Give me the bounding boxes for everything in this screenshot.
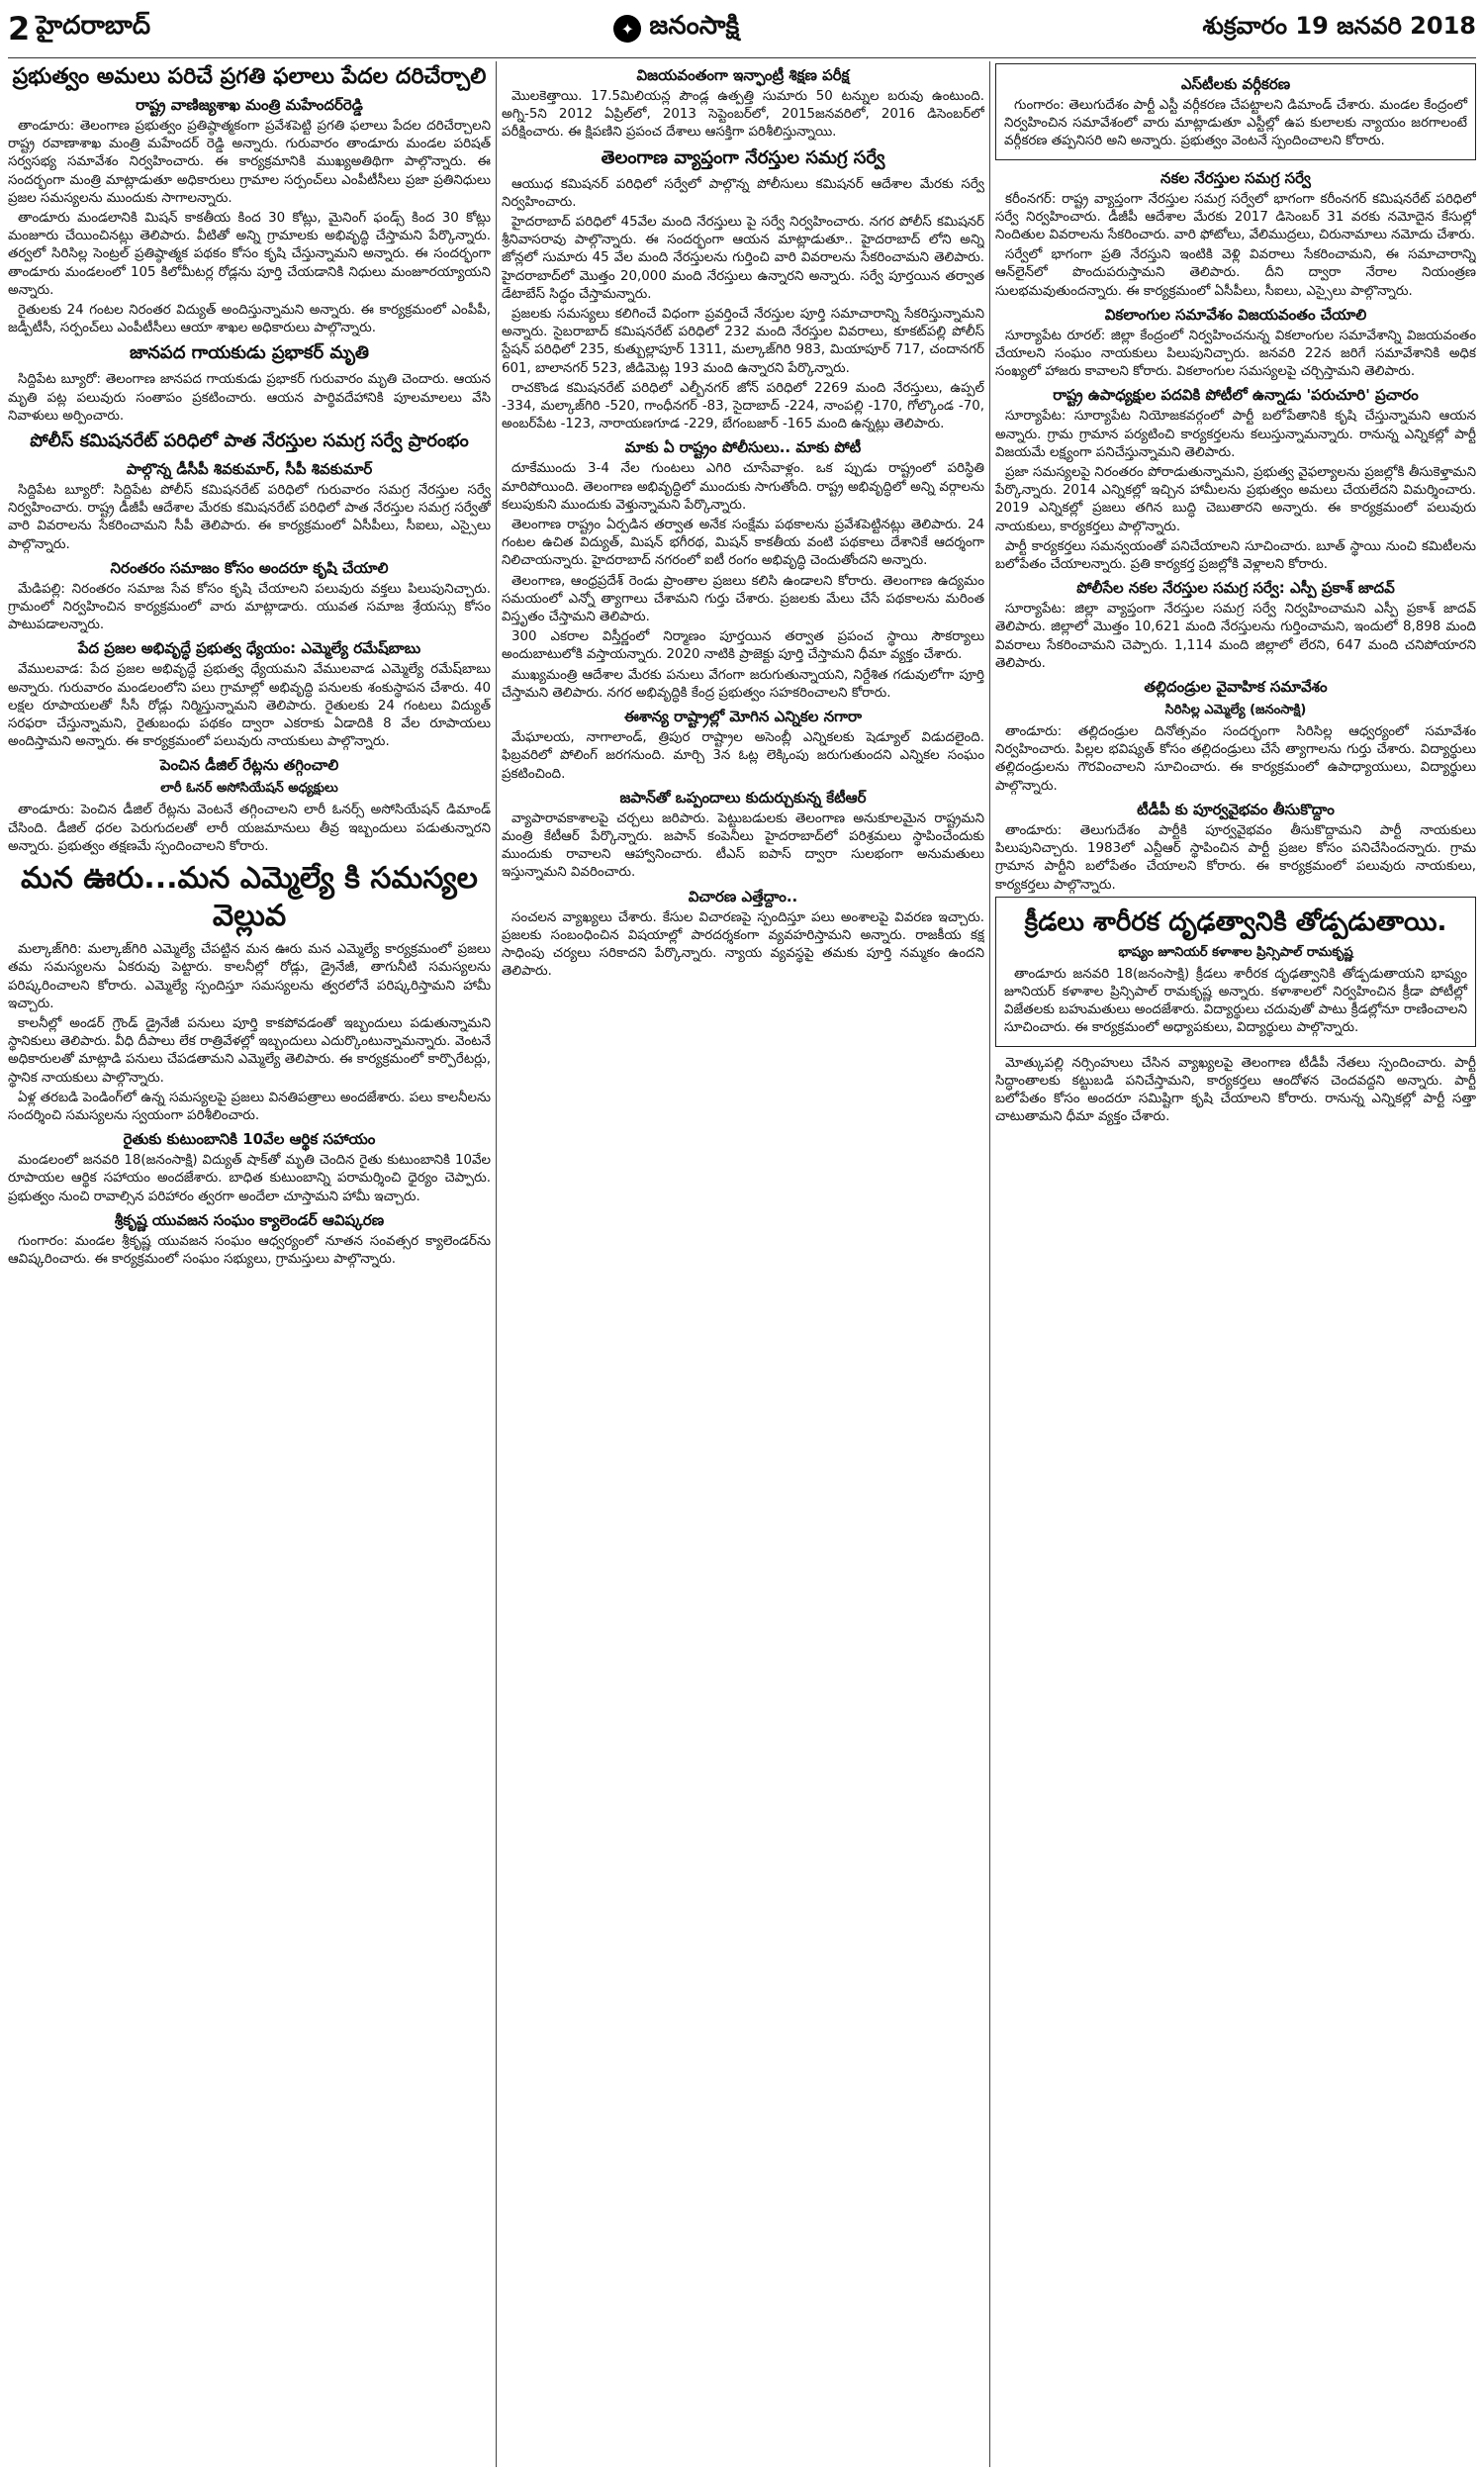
headline: రాష్ట్ర ఉపాధ్యక్షుల పదవికి పోటీలో ఉన్నాడు 'పరుచూరి' ప్రచారం bbox=[1053, 386, 1419, 405]
article-text: 300 ఎకరాల విస్తీర్ణంలో నిర్మాణం పూర్తయిన తర్వాత ప్రపంచ స్థాయి సౌకర్యాలు అందుబాటులోకి వస్తాయన్నారు. 2020 నాటికి ప్రాజెక్టు పూర్తి చేస్తామని ధీమా వ్యక్తం చేశారు. bbox=[502, 629, 984, 663]
article-text: కరీంనగర్: రాష్ట్ర వ్యాప్తంగా నేరస్తుల సమగ్ర సర్వేలో భాగంగా కరీంనగర్ కమిషనరేట్ పరిధిలో సర్వే నిర్వహించారు. డీజీపీ ఆదేశాల మేరకు 2017 డిసెంబర్ 31 వరకు నమోదైన కేసుల్లో నిందితుల వివరాలను సేకరించారు. వారి ఫోటోలు, వేలిముద్రలు, చిరునామాలు నమోదు చేశారు. bbox=[995, 191, 1476, 243]
paper-brand bbox=[613, 11, 739, 47]
article-text: ప్రజలకు సమస్యలు కలిగించే విధంగా ప్రవర్తించే నేరస్తుల పూర్తి సమాచారాన్ని సేకరిస్తున్నామని అన్నారు. సైబరాబాద్ కమిషనరేట్ పరిధిలో 232 మంది నేరస్తుల వివరాలు, కూకట్‌పల్లి పోలీస్ స్టేషన్ పరిధిలో 235, కుత్బుల్లాపూర్ 1311, మల్కాజ్‌గిరి 983, మియాపూర్ 717, చందానగర్ 601, బాలానగర్ 523, జీడిమెట్ల 193 మంది ఉన్నారని పేర్కొన్నారు. bbox=[502, 307, 984, 376]
article-text: రైతులకు 24 గంటల నిరంతర విద్యుత్ అందిస్తున్నామని అన్నారు. ఈ కార్యక్రమంలో ఎంపీపీ, జడ్పీటీసీ, సర్పంచ్‌లు ఎంపీటీసీలు ఆయా శాఖల అధికారులు పాల్గొన్నారు. bbox=[8, 303, 491, 336]
headline: టీడీపీ కు పూర్వవైభవం తీసుకొద్దాం bbox=[1137, 800, 1335, 818]
subheadline: సిరిసిల్ల ఎమ్మెల్యే (జనంసాక్షి) bbox=[1164, 703, 1307, 718]
paper-logo-icon: ✦ bbox=[613, 15, 641, 43]
article-text: మొలకెత్తాయి. 17.5మిలియన్ల పౌండ్ల ఉత్పత్తి సుమారు 50 టన్నుల బరువు ఉంటుంది. అగ్ని-5ని 2012 ఏప్రిల్‌లో, 2013 సెప్టెంబర్‌లో, 2015జనవరిలో, 2016 డిసెంబర్‌లో పరీక్షించారు. ఈ క్షిపణిని ప్రపంచ దేశాలు ఆసక్తిగా పరిశీలిస్తున్నాయి. bbox=[502, 89, 984, 141]
headline: విచారణ ఎత్తేద్దాం.. bbox=[688, 887, 798, 905]
headline: రైతుకు కుటుంబానికి 10వేల ఆర్థిక సహాయం bbox=[123, 1130, 376, 1149]
headline: నకల నేరస్తుల సమగ్ర సర్వే bbox=[1160, 168, 1311, 187]
headline: మన ఊరు...మన ఎమ్మెల్యే కి సమస్యల వెల్లువ bbox=[21, 861, 478, 934]
article-text: వేములవాడ: పేద ప్రజల అభివృద్ధే ప్రభుత్వ ధ్యేయమని వేములవాడ ఎమ్మెల్యే రమేష్‌బాబు అన్నారు. గురువారం మండలంలోని పలు గ్రామాల్లో అభివృద్ధి పనులకు శంకుస్థాపన చేశారు. 40 లక్షల రూపాయలతో సీసీ రోడ్లు నిర్మిస్తున్నామని తెలిపారు. రైతులకు 24 గంటలు విద్యుత్ సరఫరా చేస్తున్నామని, రైతుబంధు పథకం ద్వారా ఎకరాకు ఏడాదికి 8 వేల రూపాయలు అందిస్తామని అన్నారు. ఈ కార్యక్రమంలో పలువురు నాయకులు పాల్గొన్నారు. bbox=[8, 662, 491, 750]
subheadline: భాష్యం జూనియర్ కళాశాల ప్రిన్సిపాల్ రామకృష్ణ bbox=[1118, 944, 1353, 960]
article-text: మేడిపల్లి: నిరంతరం సమాజ సేవ కోసం కృషి చేయాలని పలువురు వక్తలు పిలుపునిచ్చారు. గ్రామంలో నిర్వహించిన కార్యక్రమంలో వారు మాట్లాడారు. యువత సమాజ శ్రేయస్సు కోసం పాటుపడాలన్నారు. bbox=[8, 581, 491, 633]
article-text: పార్టీ కార్యకర్తలు సమన్వయంతో పనిచేయాలని సూచించారు. బూత్ స్థాయి నుంచి కమిటీలను బలోపేతం చేయాలన్నారు. ప్రతి కార్యకర్త ప్రజల్లోకి వెళ్లాలని కోరారు. bbox=[995, 538, 1476, 573]
column-2 bbox=[502, 61, 984, 2467]
headline: విజయవంతంగా ఇన్ఫాంట్రీ శిక్షణ పరీక్ష bbox=[636, 66, 850, 84]
headline: తల్లిదండ్రుల వైవాహిక సమావేశం bbox=[1144, 678, 1328, 697]
headline: ఈశాన్య రాష్ట్రాల్లో మోగిన ఎన్నికల నగారా bbox=[623, 708, 863, 726]
headline: పేద ప్రజల అభివృద్ధే ప్రభుత్వ ధ్యేయం: ఎమ్మెల్యే రమేష్‌బాబు bbox=[77, 639, 421, 658]
article-text: తెలంగాణ రాష్ట్రం ఏర్పడిన తర్వాత అనేక సంక్షేమ పథకాలను ప్రవేశపెట్టినట్లు తెలిపారు. 24 గంటల ఉచిత విద్యుత్, మిషన్ భగీరథ, మిషన్ కాకతీయ వంటి పథకాలు దేశానికే ఆదర్శంగా నిలిచాయన్నారు. హైదరాబాద్ నగరంలో ఐటీ రంగం అభివృద్ధి చెందుతోందని అన్నారు. bbox=[502, 518, 984, 569]
article-text: ఏళ్ల తరబడి పెండింగ్‌లో ఉన్న సమస్యలపై ప్రజలు వినతిపత్రాలు అందజేశారు. పలు కాలనీలను సందర్శించి సమస్యలను స్వయంగా పరిశీలించారు. bbox=[8, 1090, 491, 1123]
article-text: మేఘాలయ, నాగాలాండ్, త్రిపుర రాష్ట్రాల అసెంబ్లీ ఎన్నికలకు షెడ్యూల్ విడుదలైంది. ఫిబ్రవరిలో పోలింగ్ జరగనుంది. మార్చి 3న ఓట్ల లెక్కింపు జరుగుతుందని ఎన్నికల సంఘం ప్రకటించింది. bbox=[502, 730, 984, 782]
article-text: తాండూరు మండలానికి మిషన్ కాకతీయ కింద 30 కోట్లు, మైనింగ్ ఫండ్స్ కింద 30 కోట్లు మంజూరు చేయించినట్లు తెలిపారు. వీటితో అన్ని గ్రామాలకు అభివృద్ధి చేస్తామని పేర్కొన్నారు. తర్వలో సిరిసిల్ల సెంట్రల్ ప్రతిష్ఠాత్మక పథకం కోసం కృషి చేస్తున్నామని అన్నారు. ఈ సందర్భంగా తాండూరు మండలంలో 105 కిలోమీటర్ల రోడ్లను పూర్తి చేయడానికి నిధులు మంజూరయ్యాయని అన్నారు. bbox=[8, 211, 491, 298]
article-text: తాండూరు: తెలంగాణ ప్రభుత్వం ప్రతిష్ఠాత్మకంగా ప్రవేశపెట్టి ప్రగతి ఫలాలు పేదల దరిచేర్చాలని రాష్ట్ర రవాణాశాఖ మంత్రి మహేందర్ రెడ్డి అన్నారు. గురువారం తాండూరు మండల పరిషత్ సర్వసభ్య సమావేశం నిర్వహించారు. ఈ కార్యక్రమానికి ముఖ్యఅతిథిగా పాల్గొన్నారు. ఈ సందర్భంగా మంత్రి మాట్లాడుతూ అధికారులు గ్రామాల సర్పంచ్‌లు ఎంపీటీసీలు ప్రజా ప్రతినిధులు ప్రజల సమస్యలను ముందుకు సాగాలన్నారు. bbox=[8, 119, 491, 206]
headline: నిరంతరం సమాజం కోసం అందరూ కృషి చేయాలి bbox=[110, 558, 389, 577]
article-text: తాండూరు: పెంచిన డీజిల్ రేట్లను వెంటనే తగ్గించాలని లారీ ఓనర్స్ అసోసియేషన్ డిమాండ్ చేసింది. డీజిల్ ధరల పెరుగుదలతో లారీ యజమానులు తీవ్ర ఇబ్బందులు పడుతున్నారని అన్నారు. ప్రభుత్వం తక్షణమే స్పందించాలని కోరారు. bbox=[8, 803, 491, 854]
article-text: దూకేముందు 3-4 నేల గుంటలు ఎగిరి చూసేవాళ్లం. ఒక ప్పుడు రాష్ట్రంలో పరిస్థితి మారిపోయింది. తెలంగాణ అభివృద్ధిలో ముందుకు సాగుతోంది. రాష్ట్ర అభివృద్ధిలో అన్ని వర్గాలను కలుపుకుని ముందుకు వెళ్తున్నామని పేర్కొన్నారు. bbox=[502, 461, 984, 513]
article-text: తాండూరు: తల్లిదండ్రుల దినోత్సవం సందర్భంగా సిరిసిల్ల ఆధ్వర్యంలో సమావేశం నిర్వహించారు. పిల్లల భవిష్యత్ కోసం తల్లిదండ్రులు చేసే త్యాగాలను గుర్తు చేశారు. విద్యార్థులు తల్లిదండ్రులను గౌరవించాలని సూచించారు. ఈ కార్యక్రమంలో ఉపాధ్యాయులు, విద్యార్థులు పాల్గొన్నారు. bbox=[995, 724, 1476, 794]
article-text: మోత్కుపల్లి నర్సింహులు చేసిన వ్యాఖ్యలపై తెలంగాణ టీడీపీ నేతలు స్పందించారు. పార్టీ సిద్ధాంతాలకు కట్టుబడి పనిచేస్తామని, కార్యకర్తలు ఆందోళన చెందవద్దని అన్నారు. పార్టీ బలోపేతం కోసం అందరూ సమిష్టిగా కృషి చేయాలని కోరారు. రానున్న ఎన్నికల్లో పార్టీ సత్తా చాటుతామని ధీమా వ్యక్తం చేశారు. bbox=[995, 1055, 1476, 1125]
column-divider bbox=[496, 61, 497, 2467]
paper-name: జనంసాక్షి bbox=[649, 11, 740, 41]
article-text: గుంగారం: తెలుగుదేశం పార్టీ ఎస్టీ వర్గీకరణ చేపట్టాలని డిమాండ్ చేశారు. మండల కేంద్రంలో నిర్వహించిన సమావేశంలో వారు మాట్లాడుతూ ఎస్టీల్లో ఉప కులాలకు న్యాయం జరగాలంటే వర్గీకరణ తప్పనిసరి అని అన్నారు. ప్రభుత్వం వెంటనే స్పందించాలని కోరారు. bbox=[1004, 98, 1467, 149]
headline: శ్రీకృష్ణ యువజన సంఘం క్యాలెండర్ ఆవిష్కరణ bbox=[114, 1210, 385, 1229]
article-text: గుంగారం: మండల శ్రీకృష్ణ యువజన సంఘం ఆధ్వర్యంలో నూతన సంవత్సర క్యాలెండర్‌ను ఆవిష్కరించారు. ఈ కార్యక్రమంలో సంఘం సభ్యులు, గ్రామస్తులు పాల్గొన్నారు. bbox=[8, 1233, 491, 1267]
subheadline: పాల్గొన్న డీసీపీ శివకుమార్, సీపీ శివకుమార్ bbox=[126, 460, 373, 479]
column-divider bbox=[989, 61, 990, 2467]
article-text: తాండూరు జనవరి 18(జనంసాక్షి) క్రీడలు శారీరక దృఢత్వానికి తోడ్పడుతాయని భాష్యం జూనియర్ కళాశాల ప్రిన్సిపాల్ రామకృష్ణ అన్నారు. కళాశాలలో నిర్వహించిన క్రీడా పోటీల్లో విజేతలకు బహుమతులు అందజేశారు. విద్యార్థులు చదువుతో పాటు క్రీడల్లోనూ రాణించాలని సూచించారు. ఈ కార్యక్రమంలో అధ్యాపకులు, విద్యార్థులు పాల్గొన్నారు. bbox=[1004, 966, 1467, 1036]
headline: పోలీసేల నకల నేరస్తుల సమగ్ర సర్వే: ఎస్పీ ప్రకాశ్ జాదవ్ bbox=[1076, 579, 1395, 598]
headline: జానపద గాయకుడు ప్రభాకర్ మృతి bbox=[129, 342, 370, 364]
column-3 bbox=[995, 61, 1476, 2467]
boxed-article bbox=[995, 897, 1476, 1047]
article-text: తెలంగాణ, ఆంధ్రప్రదేశ్ రెండు ప్రాంతాల ప్రజలు కలిసి ఉండాలని కోరారు. తెలంగాణ ఉద్యమం సమయంలో ఎన్నో త్యాగాలు చేశామని గుర్తు చేశారు. ప్రజలకు మేలు చేసే పథకాలను మరింత విస్తృతం చేస్తామని తెలిపారు. bbox=[502, 573, 984, 625]
headline: జపాన్‌తో ఒప్పందాలు కుదుర్చుకున్న కేటీఆర్ bbox=[619, 788, 867, 807]
issue-date: శుక్రవారం 19 జనవరి 2018 bbox=[1202, 12, 1476, 40]
headline: ప్రభుత్వం అమలు పరిచే ప్రగతి ఫలాలు పేదల దరిచేర్చాలి bbox=[12, 64, 487, 89]
boxed-article bbox=[995, 63, 1476, 160]
article-text: మల్కాజ్‌గిరి: మల్కాజ్‌గిరి ఎమ్మెల్యే చేపట్టిన మన ఊరు మన ఎమ్మెల్యే కార్యక్రమంలో ప్రజలు తమ సమస్యలను ఏకరువు పెట్టారు. కాలనీల్లో రోడ్లు, డ్రైనేజీ, తాగునీటి సమస్యలను పరిష్కరించాలని కోరారు. ఎమ్మెల్యే స్పందిస్తూ సమస్యలను త్వరలోనే పరిష్కరిస్తామని హామీ ఇచ్చారు. bbox=[8, 942, 491, 1011]
article-text: రాచకొండ కమిషనరేట్ పరిధిలో ఎల్బీనగర్ జోన్ పరిధిలో 2269 మంది నేరస్తులు, ఉప్పల్ -334, మల్కాజ్‌గిరి -520, గాంధీనగర్ -83, సైదాబాద్ -224, నాంపల్లి -170, గోల్కొండ -70, అంబర్‌పేట -123, నారాయణగూడ -229, బేగంబజార్ -165 మంది ఉన్నట్లు తెలిపారు. bbox=[502, 380, 984, 432]
subheadline: రాష్ట్ర వాణిజ్యశాఖ మంత్రి మహేందర్‌రెడ్డి bbox=[136, 96, 363, 114]
masthead bbox=[8, 0, 1476, 58]
article-text: కాలనీల్లో అండర్ గ్రౌండ్ డ్రైనేజీ పనులు పూర్తి కాకపోవడంతో ఇబ్బందులు పడుతున్నామని స్థానికులు తెలిపారు. వీధి దీపాలు లేక రాత్రివేళల్లో ఇబ్బందులు ఎదుర్కొంటున్నామన్నారు. వెంటనే అధికారులతో మాట్లాడి పనులు చేపడతామని ఎమ్మెల్యే తెలిపారు. ఈ కార్యక్రమంలో కార్పొరేటర్లు, స్థానిక నాయకులు పాల్గొన్నారు. bbox=[8, 1015, 491, 1086]
headline: క్రీడలు శారీరక దృఢత్వానికి తోడ్పడుతాయి. bbox=[1024, 906, 1447, 937]
page-info bbox=[8, 10, 150, 48]
headline: తెలంగాణ వ్యాప్తంగా నేరస్తుల సమగ్ర సర్వే bbox=[601, 146, 885, 168]
article-text: సిద్దిపేట బ్యూరో: సిద్దిపేట పోలీస్ కమిషనరేట్ పరిధిలో గురువారం సమగ్ర నేరస్తుల సర్వే నిర్వహించారు. రాష్ట్ర డీజీపీ ఆదేశాల మేరకు కమిషనరేట్ పరిధిలో పాత నేరస్తుల సమగ్ర సర్వేతో వారి వివరాలను సేకరించామని సీపీ తెలిపారు. ఈ కార్యక్రమంలో ఏసీపీలు, సీఐలు, ఎస్సైలు పాల్గొన్నారు. bbox=[8, 483, 491, 552]
headline: వికలాంగుల సమావేశం విజయవంతం చేయాలి bbox=[1104, 305, 1367, 324]
headline: ఎస్‌టీలకు వర్గీకరణ bbox=[1180, 75, 1291, 93]
article-text: సూర్యాపేట రూరల్: జిల్లా కేంద్రంలో నిర్వహించనున్న వికలాంగుల సమావేశాన్ని విజయవంతం చేయాలని సంఘం నాయకులు పిలుపునిచ్చారు. జనవరి 22న జరిగే సమావేశానికి అధిక సంఖ్యలో హాజరు కావాలని కోరారు. వికలాంగుల సమస్యలపై చర్చిస్తామని తెలిపారు. bbox=[995, 328, 1476, 380]
headline: పెంచిన డీజిల్ రేట్లను తగ్గించాలి bbox=[159, 756, 339, 775]
article-text: సంచలన వ్యాఖ్యలు చేశారు. కేసుల విచారణపై స్పందిస్తూ పలు అంశాలపై వివరణ ఇచ్చారు. ప్రజలకు సంబంధించిన విషయాల్లో పారదర్శకంగా వ్యవహరిస్తామని అన్నారు. రాజకీయ కక్ష సాధింపు చర్యలు సరికాదని పేర్కొన్నారు. న్యాయ వ్యవస్థపై తమకు పూర్తి నమ్మకం ఉందని తెలిపారు. bbox=[502, 909, 984, 980]
article-text: మండలంలో జనవరి 18(జనంసాక్షి) విద్యుత్ షాక్‌తో మృతి చెందిన రైతు కుటుంబానికి 10వేల రూపాయల ఆర్థిక సహాయం అందజేశారు. బాధిత కుటుంబాన్ని పరామర్శించి ధైర్యం చెప్పారు. ప్రభుత్వం నుంచి రావాల్సిన పరిహారం త్వరగా అందేలా చూస్తామని హామీ ఇచ్చారు. bbox=[8, 1153, 491, 1204]
page-number: 2 bbox=[8, 10, 31, 48]
article-text: ప్రజా సమస్యలపై నిరంతరం పోరాడుతున్నామని, ప్రభుత్వ వైఫల్యాలను ప్రజల్లోకి తీసుకెళ్తామని పేర్కొన్నారు. 2014 ఎన్నికల్లో ఇచ్చిన హామీలను ప్రభుత్వం అమలు చేయలేదని విమర్శించారు. 2019 ఎన్నికల్లో ప్రజలు తగిన బుద్ధి చెబుతారని అన్నారు. ఈ కార్యక్రమంలో పలువురు నాయకులు, కార్యకర్తలు పాల్గొన్నారు. bbox=[995, 465, 1476, 534]
column-1 bbox=[8, 61, 491, 2467]
article-text: సూర్యాపేట: జిల్లా వ్యాప్తంగా నేరస్తుల సమగ్ర సర్వే నిర్వహించామని ఎస్పీ ప్రకాశ్ జాదవ్ తెలిపారు. జిల్లాలో మొత్తం 10,621 మంది నేరస్తులను గుర్తించామని, ఇందులో 8,898 మంది వివరాలు సేకరించామని చెప్పారు. 1,114 మంది జిల్లాలో లేరని, 647 మంది చనిపోయారని తెలిపారు. bbox=[995, 602, 1476, 671]
article-text: తాండూరు: తెలుగుదేశం పార్టీకి పూర్వవైభవం తీసుకొద్దామని పార్టీ నాయకులు పిలుపునిచ్చారు. 1983లో ఎన్టీఆర్ స్థాపించిన పార్టీ ప్రజల కోసం పనిచేసిందన్నారు. గ్రామ గ్రామాన పార్టీని బలోపేతం చేయాలని కోరారు. ఈ కార్యక్రమంలో పలువురు నాయకులు, కార్యకర్తలు పాల్గొన్నారు. bbox=[995, 822, 1476, 893]
article-text: సూర్యాపేట: సూర్యాపేట నియోజకవర్గంలో పార్టీ బలోపేతానికి కృషి చేస్తున్నామని ఆయన అన్నారు. గ్రామ గ్రామాన పర్యటించి కార్యకర్తలను కలుస్తున్నామన్నారు. రానున్న ఎన్నికల్లో పార్టీ విజయమే లక్ష్యంగా పనిచేస్తున్నామని తెలిపారు. bbox=[995, 409, 1476, 460]
headline: పోలీస్ కమిషనరేట్ పరిధిలో పాత నేరస్తుల సమగ్ర సర్వే ప్రారంభం bbox=[30, 430, 469, 452]
article-text: సర్వేలో భాగంగా ప్రతి నేరస్తుని ఇంటికి వెళ్లి వివరాలు సేకరించామని, ఈ సమాచారాన్ని ఆన్‌లైన్‌లో పొందుపరుస్తామని తెలిపారు. దీని ద్వారా నేరాల నియంత్రణ సులభమవుతుందన్నారు. ఈ కార్యక్రమంలో ఏసీపీలు, సీఐలు, ఎస్సైలు పాల్గొన్నారు. bbox=[995, 247, 1476, 299]
article-text: హైదరాబాద్ పరిధిలో 45వేల మంది నేరస్తులు పై సర్వే నిర్వహించారు. నగర పోలీస్ కమిషనర్ శ్రీనివాసరావు పాల్గొన్నారు. ఈ సందర్భంగా ఆయన మాట్లాడుతూ.. హైదరాబాద్ లోని అన్ని జోన్లలో సుమారు 45 వేల మంది నేరస్తులను గుర్తించి వారి వివరాలను సేకరించామని తెలిపారు. హైదరాబాద్‌లో మొత్తం 20,000 మంది నేరస్తులు ఉన్నారని అన్నారు. సర్వే పూర్తయిన తర్వాత డేటాబేస్ సిద్ధం చేస్తామన్నారు. bbox=[502, 215, 984, 302]
article-text: సిద్దిపేట బ్యూరో: తెలంగాణ జానపద గాయకుడు ప్రభాకర్ గురువారం మృతి చెందారు. ఆయన మృతి పట్ల పలువురు సంతాపం ప్రకటించారు. ఆయన పార్థివదేహానికి పూలమాలలు వేసి నివాళులు అర్పించారు. bbox=[8, 372, 491, 424]
article-text: వ్యాపారావకాశాలపై చర్చలు జరిపారు. పెట్టుబడులకు తెలంగాణ అనుకూలమైన రాష్ట్రమని మంత్రి కేటీఆర్ పేర్కొన్నారు. జపాన్ కంపెనీలు హైదరాబాద్‌లో పరిశ్రమలు స్థాపించేందుకు ముందుకు రావాలని ఆహ్వానించారు. టీఎస్ ఐపాస్ ద్వారా సులభంగా అనుమతులు ఇస్తున్నామని వివరించారు. bbox=[502, 810, 984, 881]
headline: మాకు ఏ రాష్ట్రం పోలీసులు.. మాకు పోటీ bbox=[624, 438, 862, 457]
subheadline: లారీ ఓనర్ అసోసియేషన్ అధ్యక్షులు bbox=[160, 781, 338, 797]
article-text: ఆయుధ కమిషనర్ పరిధిలో సర్వేలో పాల్గొన్న పోలీసులు కమిషనర్ ఆదేశాల మేరకు సర్వే నిర్వహించారు. bbox=[502, 176, 984, 210]
section-name: హైదరాబాద్ bbox=[36, 11, 151, 41]
article-text: ముఖ్యమంత్రి ఆదేశాల మేరకు పనులు వేగంగా జరుగుతున్నాయని, నిర్దేశిత గడువులోగా పూర్తి చేస్తామని తెలిపారు. నగర అభివృద్ధికి కేంద్ర ప్రభుత్వం సహకరించాలని కోరారు. bbox=[502, 667, 984, 701]
